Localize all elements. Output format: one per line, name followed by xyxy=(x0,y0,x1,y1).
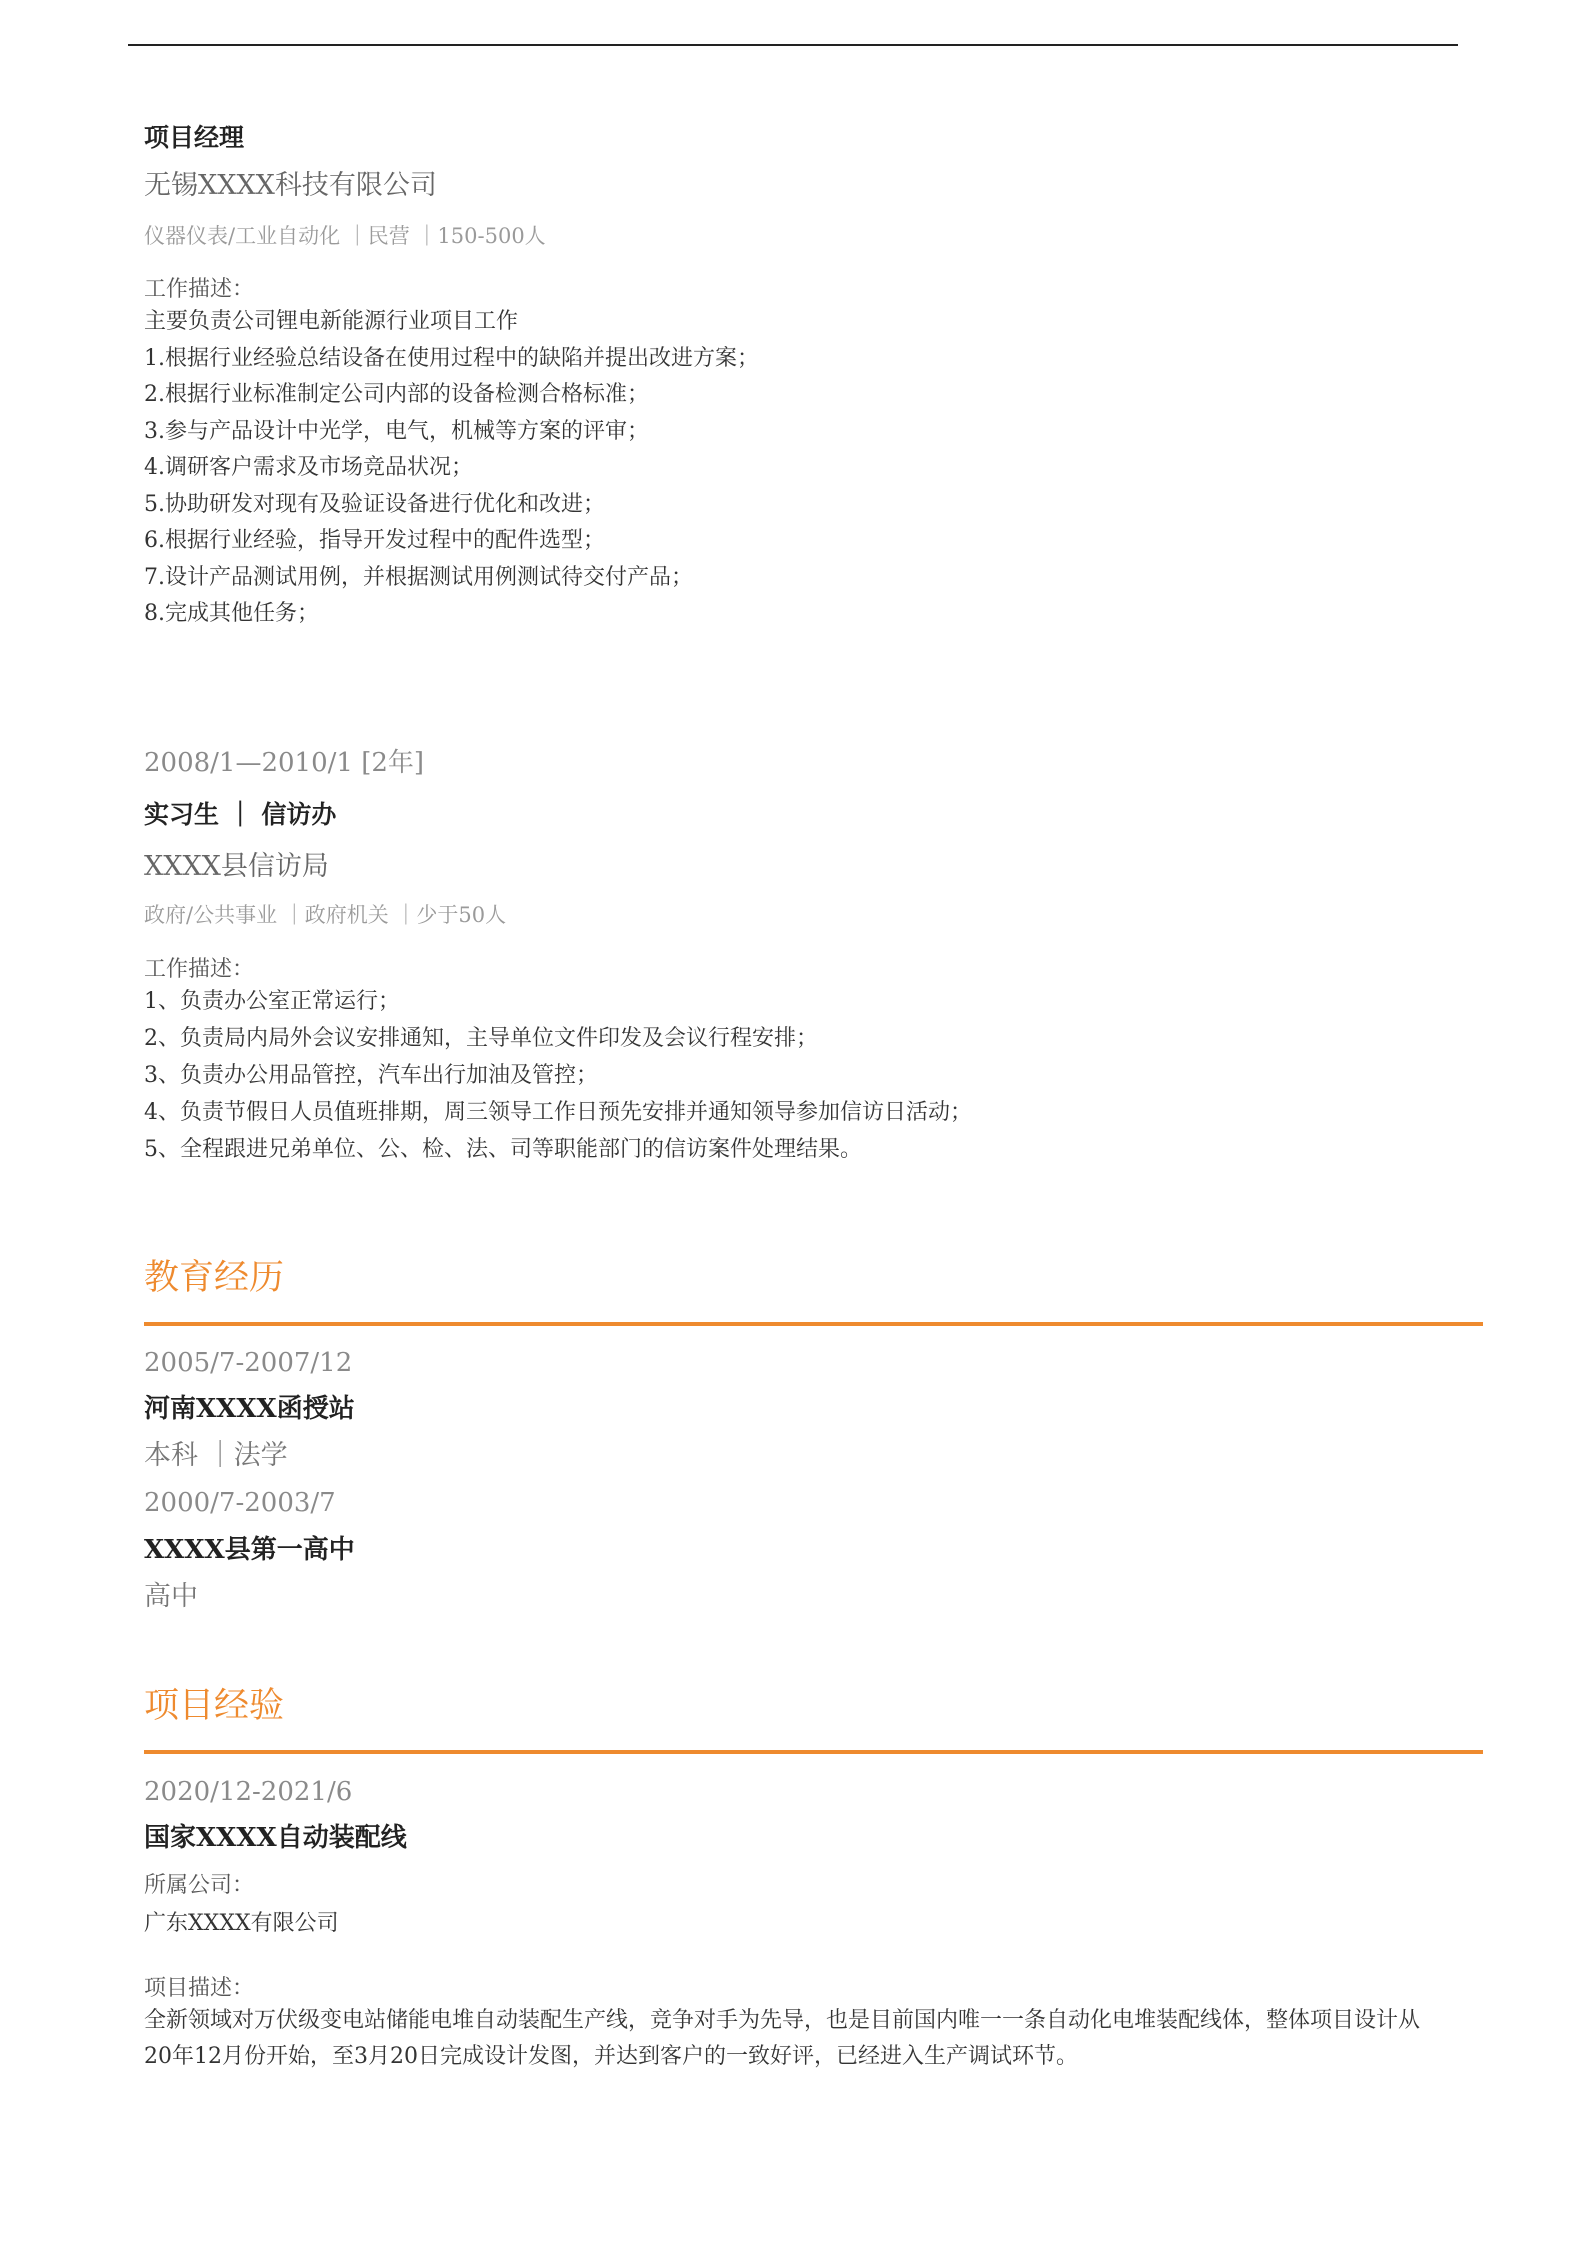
job2-title: 实习生 ｜ 信访办 xyxy=(144,800,337,829)
job1-desc-line: 4.调研客户需求及市场竞品状况； xyxy=(144,455,473,480)
project-name: 国家XXXX自动装配线 xyxy=(144,1823,407,1853)
education-school: XXXX县第一高中 xyxy=(144,1535,355,1565)
projects-heading: 项目经验 xyxy=(144,1686,285,1726)
job1-desc-line: 8.完成其他任务； xyxy=(144,601,319,626)
job1-desc-line: 1.根据行业经验总结设备在使用过程中的缺陷并提出改进方案； xyxy=(144,345,759,371)
job1-company: 无锡XXXX科技有限公司 xyxy=(144,170,437,201)
job2-desc-line: 5、全程跟进兄弟单位、公、检、法、司等职能部门的信访案件处理结果。 xyxy=(144,1137,862,1162)
job1-desc-line: 3.参与产品设计中光学，电气，机械等方案的评审； xyxy=(144,418,649,444)
job1-desc-line: 主要负责公司锂电新能源行业项目工作 xyxy=(144,309,519,334)
job1-meta: 仪器仪表/工业自动化 ｜民营 ｜150-500人 xyxy=(144,224,546,248)
project-company: 广东XXXX有限公司 xyxy=(144,1911,339,1936)
projects-divider xyxy=(144,1750,1483,1754)
education-degree: 本科 ｜法学 xyxy=(144,1440,288,1471)
education-heading: 教育经历 xyxy=(144,1258,285,1298)
job1-desc-list xyxy=(144,304,759,633)
job1-desc-line: 6.根据行业经验，指导开发过程中的配件选型； xyxy=(144,528,605,553)
education-school: 河南XXXX函授站 xyxy=(144,1394,355,1424)
job2-desc-label: 工作描述： xyxy=(144,957,255,982)
education-divider xyxy=(144,1322,1483,1326)
job1-desc-line: 7.设计产品测试用例，并根据测试用例测试待交付产品； xyxy=(144,564,693,590)
education-degree: 高中 xyxy=(144,1581,198,1612)
top-divider xyxy=(128,44,1458,46)
project-company-label: 所属公司： xyxy=(144,1873,255,1898)
job2-meta: 政府/公共事业 ｜政府机关 ｜少于50人 xyxy=(144,903,507,927)
job1-title: 项目经理 xyxy=(144,123,245,152)
project-description: 全新领域对万伏级变电站储能电堆自动装配生产线，竞争对手为先导，也是目前国内唯一一条自动化电堆装配线体，整体项目设计从20年12月份开始，至3月20日完成设计发图，并达到客户的一致好评，已经进入生产调试环节。 xyxy=(144,2008,1421,2069)
job1-desc-label: 工作描述： xyxy=(144,277,255,302)
job2-period: 2008/1—2010/1 [2年] xyxy=(144,748,425,778)
education-period: 2000/7-2003/7 xyxy=(144,1488,336,1518)
job2-desc-line: 2、负责局内局外会议安排通知，主导单位文件印发及会议行程安排； xyxy=(144,1026,818,1051)
project-desc-label: 项目描述： xyxy=(144,1976,255,2001)
job2-desc-line: 1、负责办公室正常运行； xyxy=(144,989,400,1014)
project-period: 2020/12-2021/6 xyxy=(144,1777,353,1807)
job1-desc-line: 5.协助研发对现有及验证设备进行优化和改进； xyxy=(144,491,605,517)
job2-desc-line: 4、负责节假日人员值班排期，周三领导工作日预先安排并通知领导参加信访日活动； xyxy=(144,1100,972,1125)
job2-company: XXXX县信访局 xyxy=(144,851,329,882)
education-period: 2005/7-2007/12 xyxy=(144,1348,353,1378)
job1-desc-line: 2.根据行业标准制定公司内部的设备检测合格标准； xyxy=(144,382,649,407)
job2-desc-line: 3、负责办公用品管控，汽车出行加油及管控； xyxy=(144,1063,598,1088)
job2-desc-list xyxy=(144,983,972,1168)
